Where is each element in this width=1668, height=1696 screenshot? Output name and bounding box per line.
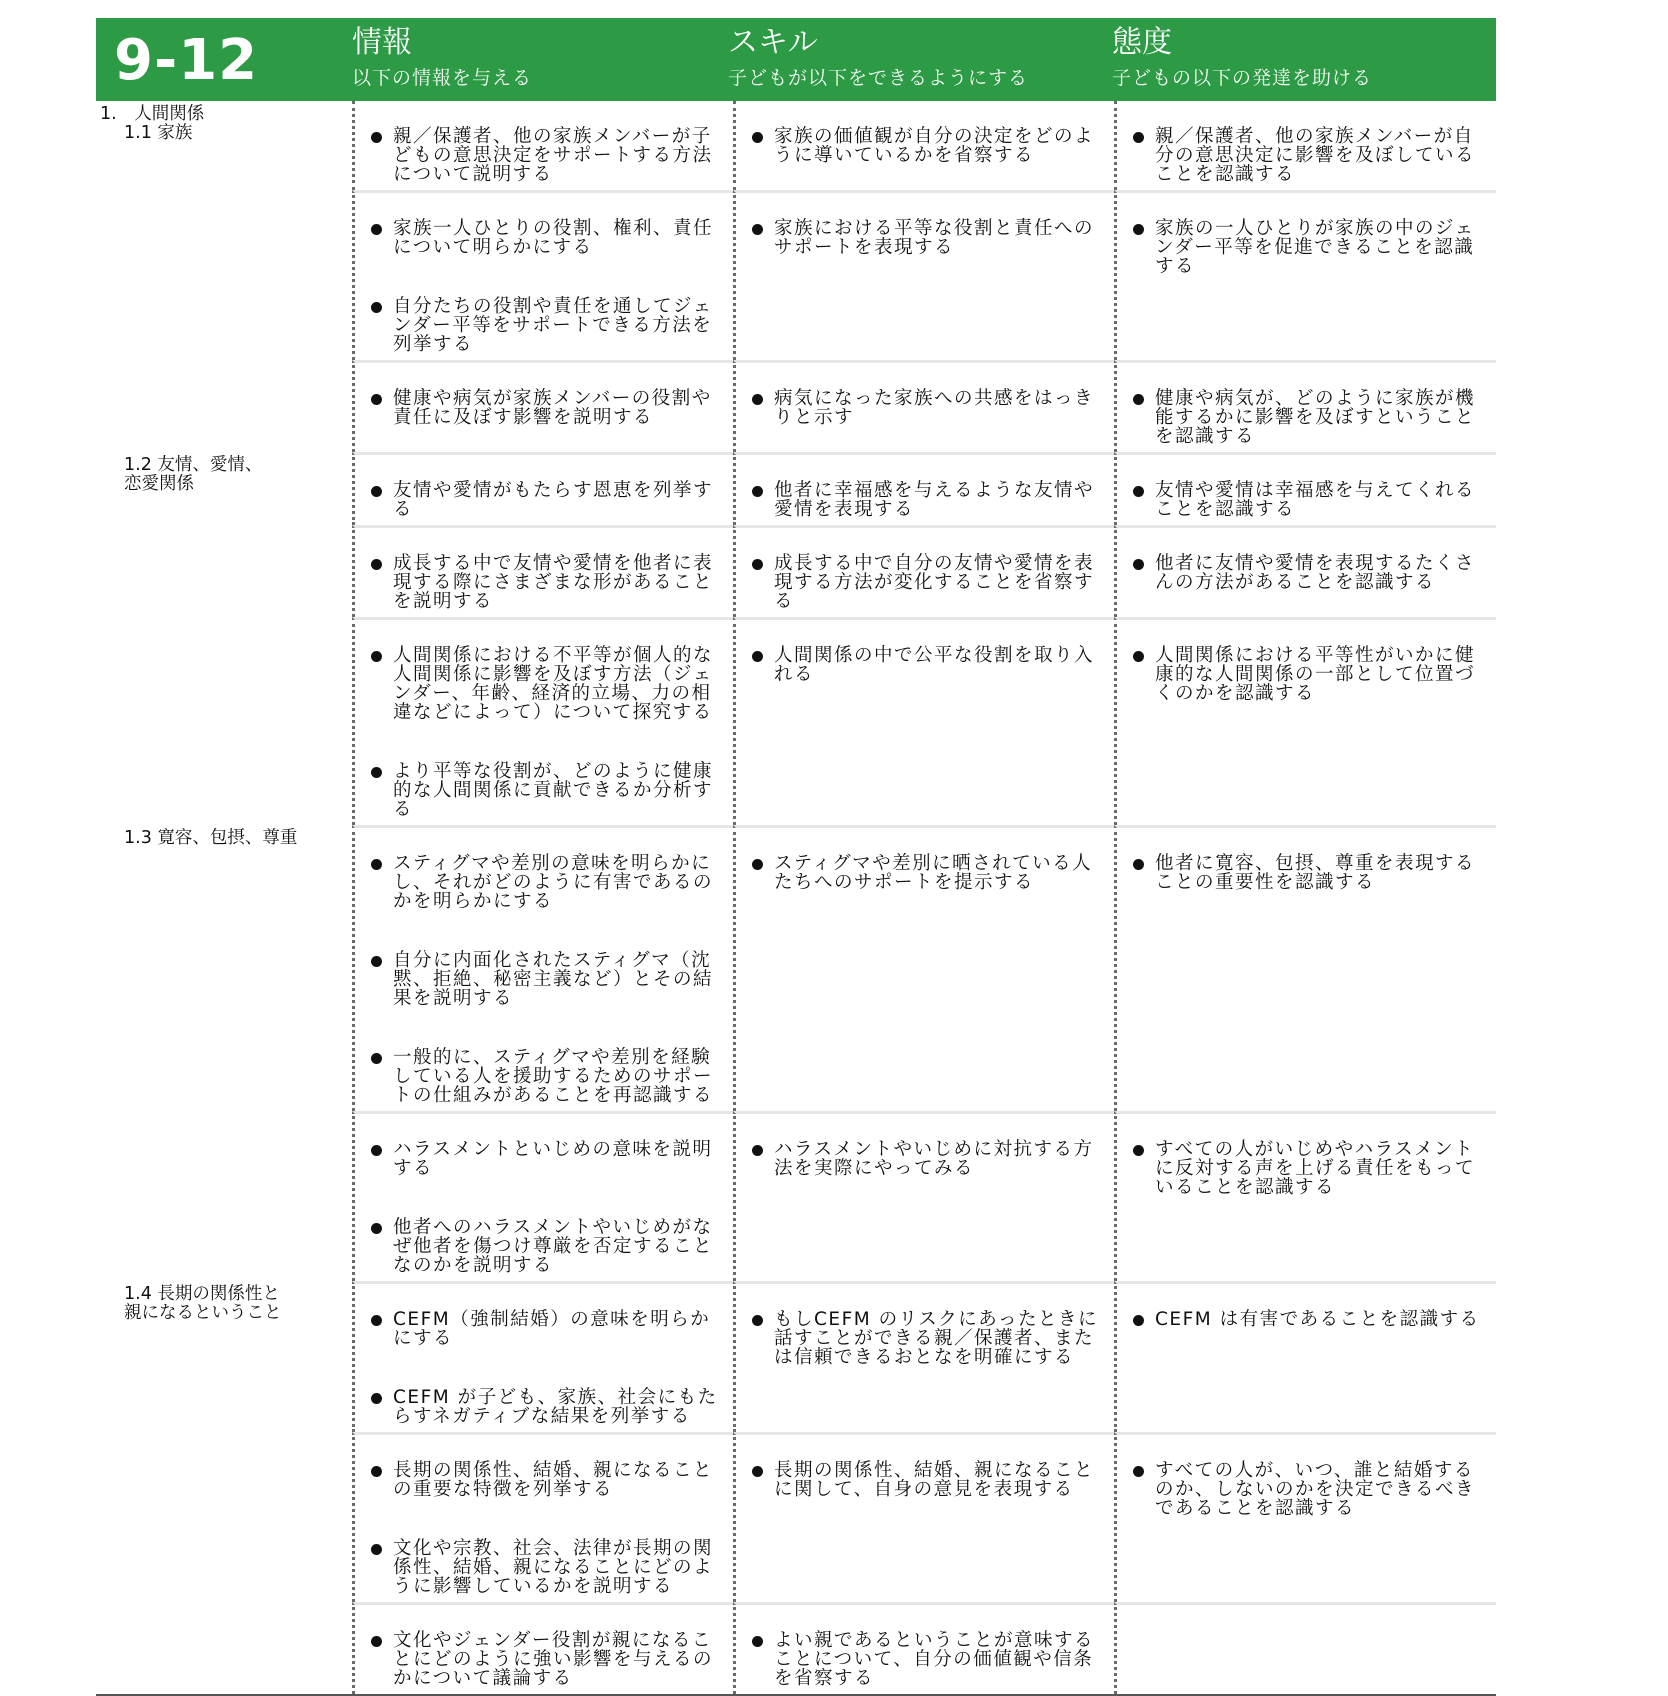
list-item: 他者に寛容、包摂、尊重を表現することの重要性を認識する — [1129, 854, 1488, 892]
topic-cell — [96, 360, 352, 452]
list-item: 家族における平等な役割と責任へのサポートを表現する — [748, 219, 1106, 257]
header-info — [352, 24, 532, 90]
list-item: 人間関係における不平等が個人的な人間関係に影響を及ぼす方法（ジェンダー、年齢、経済的立場、力の相違などによって）について探究する — [367, 646, 725, 722]
topic-cell — [96, 1432, 352, 1602]
attitude-cell — [1114, 1281, 1496, 1432]
topic-label: 1.2 友情、愛情、 — [124, 455, 263, 475]
list-item: ハラスメントやいじめに対抗する方法を実際にやってみる — [748, 1140, 1106, 1178]
attitude-cell — [1114, 1432, 1496, 1602]
list-item: よい親であるということが意味することについて、自分の価値観や信条を省察する — [748, 1631, 1106, 1688]
skill-list — [748, 481, 1106, 519]
header-skill-title: スキル — [728, 25, 818, 60]
topic-cell — [96, 1111, 352, 1281]
list-item: CEFM（強制結婚）の意味を明らかにする — [367, 1310, 725, 1348]
topic-cell — [96, 101, 352, 190]
info-cell — [352, 1602, 733, 1694]
skill-cell — [733, 1602, 1114, 1694]
list-item: 成長する中で自分の友情や愛情を表現する方法が変化することを省察する — [748, 554, 1106, 611]
skill-list — [748, 389, 1106, 427]
list-item: 長期の関係性、結婚、親になることの重要な特徴を列挙する — [367, 1461, 725, 1499]
skill-cell — [733, 1432, 1114, 1602]
list-item: ハラスメントといじめの意味を説明する — [367, 1140, 725, 1178]
topic-label: 親になるということ — [124, 1303, 282, 1323]
header-skill — [728, 24, 1028, 90]
attitude-list — [1129, 127, 1488, 184]
topic-label: 1. 人間関係 — [100, 104, 205, 124]
info-cell — [352, 1281, 733, 1432]
attitude-cell — [1114, 190, 1496, 360]
list-item: 自分に内面化されたスティグマ（沈黙、拒絶、秘密主義など）とその結果を説明する — [367, 951, 725, 1008]
attitude-cell — [1114, 360, 1496, 452]
attitude-list — [1129, 554, 1488, 592]
list-item: 家族一人ひとりの役割、権利、責任について明らかにする — [367, 219, 725, 257]
list-item: 親／保護者、他の家族メンバーが自分の意思決定に影響を及ぼしていることを認識する — [1129, 127, 1488, 184]
topic-cell — [96, 452, 352, 525]
list-item: 親／保護者、他の家族メンバーが子どもの意思決定をサポートする方法について説明する — [367, 127, 725, 184]
attitude-list — [1129, 1461, 1488, 1518]
skill-list — [748, 1461, 1106, 1499]
list-item: 病気になった家族への共感をはっきりと示す — [748, 389, 1106, 427]
list-item: すべての人がいじめやハラスメントに反対する声を上げる責任をもっていることを認識する — [1129, 1140, 1488, 1197]
info-list — [367, 1310, 725, 1426]
skill-cell — [733, 825, 1114, 1111]
skill-cell — [733, 617, 1114, 825]
list-item: 友情や愛情がもたらす恩恵を列挙する — [367, 481, 725, 519]
curriculum-table — [96, 18, 1496, 1696]
list-item: 健康や病気が、どのように家族が機能するかに影響を及ぼすということを認識する — [1129, 389, 1488, 446]
list-item: 他者へのハラスメントやいじめがなぜ他者を傷つけ尊厳を否定することなのかを説明する — [367, 1218, 725, 1275]
info-cell — [352, 825, 733, 1111]
attitude-list — [1129, 1310, 1488, 1329]
skill-list — [748, 1631, 1106, 1688]
header-info-title: 情報 — [352, 25, 412, 60]
topic-cell — [96, 825, 352, 1111]
topic-label: 1.3 寛容、包摂、尊重 — [124, 828, 298, 848]
attitude-cell — [1114, 1111, 1496, 1281]
list-item: スティグマや差別に晒されている人たちへのサポートを提示する — [748, 854, 1106, 892]
topic-label: 1.1 家族 — [124, 123, 193, 143]
list-item: 家族の価値観が自分の決定をどのように導いているかを省察する — [748, 127, 1106, 165]
info-list — [367, 1140, 725, 1275]
info-cell — [352, 452, 733, 525]
skill-cell — [733, 190, 1114, 360]
info-cell — [352, 1432, 733, 1602]
info-list — [367, 1631, 725, 1688]
list-item: 自分たちの役割や責任を通してジェンダー平等をサポートできる方法を列挙する — [367, 297, 725, 354]
skill-list — [748, 1140, 1106, 1178]
skill-list — [748, 554, 1106, 611]
skill-cell — [733, 101, 1114, 190]
skill-cell — [733, 525, 1114, 617]
list-item: 友情や愛情は幸福感を与えてくれることを認識する — [1129, 481, 1488, 519]
header-attitude-title: 態度 — [1112, 25, 1172, 60]
list-item: 文化やジェンダー役割が親になることにどのように強い影響を与えるのかについて議論する — [367, 1631, 725, 1688]
header-skill-subtitle: 子どもが以下をできるようにする — [728, 67, 1029, 89]
info-list — [367, 127, 725, 184]
list-item: 健康や病気が家族メンバーの役割や責任に及ぼす影響を説明する — [367, 389, 725, 427]
topic-label: 1.4 長期の関係性と — [124, 1284, 280, 1304]
attitude-list — [1129, 854, 1488, 892]
list-item: より平等な役割が、どのように健康的な人間関係に貢献できるか分析する — [367, 762, 725, 819]
info-list — [367, 854, 725, 1105]
header-attitude-subtitle: 子どもの以下の発達を助ける — [1112, 67, 1373, 89]
skill-list — [748, 219, 1106, 257]
table-body — [96, 101, 1496, 1696]
skill-cell — [733, 1111, 1114, 1281]
attitude-list — [1129, 1140, 1488, 1197]
attitude-list — [1129, 646, 1488, 703]
list-item: 文化や宗教、社会、法律が長期の関係性、結婚、親になることにどのように影響しているかを説明する — [367, 1539, 725, 1596]
list-item: 人間関係の中で公平な役割を取り入れる — [748, 646, 1106, 684]
attitude-cell — [1114, 101, 1496, 190]
info-list — [367, 554, 725, 611]
table-header — [96, 18, 1496, 101]
info-cell — [352, 360, 733, 452]
list-item: 成長する中で友情や愛情を他者に表現する際にさまざまな形があることを説明する — [367, 554, 725, 611]
list-item: 長期の関係性、結婚、親になることに関して、自身の意見を表現する — [748, 1461, 1106, 1499]
attitude-list — [1129, 481, 1488, 519]
skill-cell — [733, 1281, 1114, 1432]
list-item: 家族の一人ひとりが家族の中のジェンダー平等を促進できることを認識する — [1129, 219, 1488, 276]
list-item: すべての人が、いつ、誰と結婚するのか、しないのかを決定できるべきであることを認識する — [1129, 1461, 1488, 1518]
topic-label: 恋愛関係 — [124, 474, 194, 494]
skill-list — [748, 127, 1106, 165]
list-item: 他者に幸福感を与えるような友情や愛情を表現する — [748, 481, 1106, 519]
age-range-label: 9-12 — [114, 28, 259, 93]
list-item: CEFM は有害であることを認識する — [1129, 1310, 1488, 1329]
skill-cell — [733, 452, 1114, 525]
info-cell — [352, 617, 733, 825]
info-list — [367, 646, 725, 819]
list-item: 他者に友情や愛情を表現するたくさんの方法があることを認識する — [1129, 554, 1488, 592]
topic-cell — [96, 617, 352, 825]
list-item: もしCEFM のリスクにあったときに話すことができる親／保護者、または信頼できるおとなを明確にする — [748, 1310, 1106, 1367]
info-list — [367, 481, 725, 519]
attitude-cell — [1114, 1602, 1496, 1694]
list-item: 人間関係における平等性がいかに健康的な人間関係の一部として位置づくのかを認識する — [1129, 646, 1488, 703]
attitude-list — [1129, 219, 1488, 276]
list-item: CEFM が子ども、家族、社会にもたらすネガティブな結果を列挙する — [367, 1388, 725, 1426]
topic-cell — [96, 1602, 352, 1694]
attitude-cell — [1114, 617, 1496, 825]
attitude-cell — [1114, 825, 1496, 1111]
info-cell — [352, 101, 733, 190]
topic-cell — [96, 1281, 352, 1432]
info-list — [367, 1461, 725, 1596]
topic-cell — [96, 190, 352, 360]
attitude-list — [1129, 389, 1488, 446]
skill-list — [748, 1310, 1106, 1367]
skill-list — [748, 646, 1106, 684]
header-attitude — [1112, 24, 1372, 90]
attitude-cell — [1114, 452, 1496, 525]
list-item: スティグマや差別の意味を明らかにし、それがどのように有害であるのかを明らかにする — [367, 854, 725, 911]
info-cell — [352, 525, 733, 617]
skill-list — [748, 854, 1106, 892]
header-info-subtitle: 以下の情報を与える — [352, 67, 533, 89]
info-cell — [352, 1111, 733, 1281]
info-list — [367, 219, 725, 354]
info-list — [367, 389, 725, 427]
skill-cell — [733, 360, 1114, 452]
info-cell — [352, 190, 733, 360]
attitude-cell — [1114, 525, 1496, 617]
list-item: 一般的に、スティグマや差別を経験している人を援助するためのサポートの仕組みがあることを再認識する — [367, 1048, 725, 1105]
topic-cell — [96, 525, 352, 617]
